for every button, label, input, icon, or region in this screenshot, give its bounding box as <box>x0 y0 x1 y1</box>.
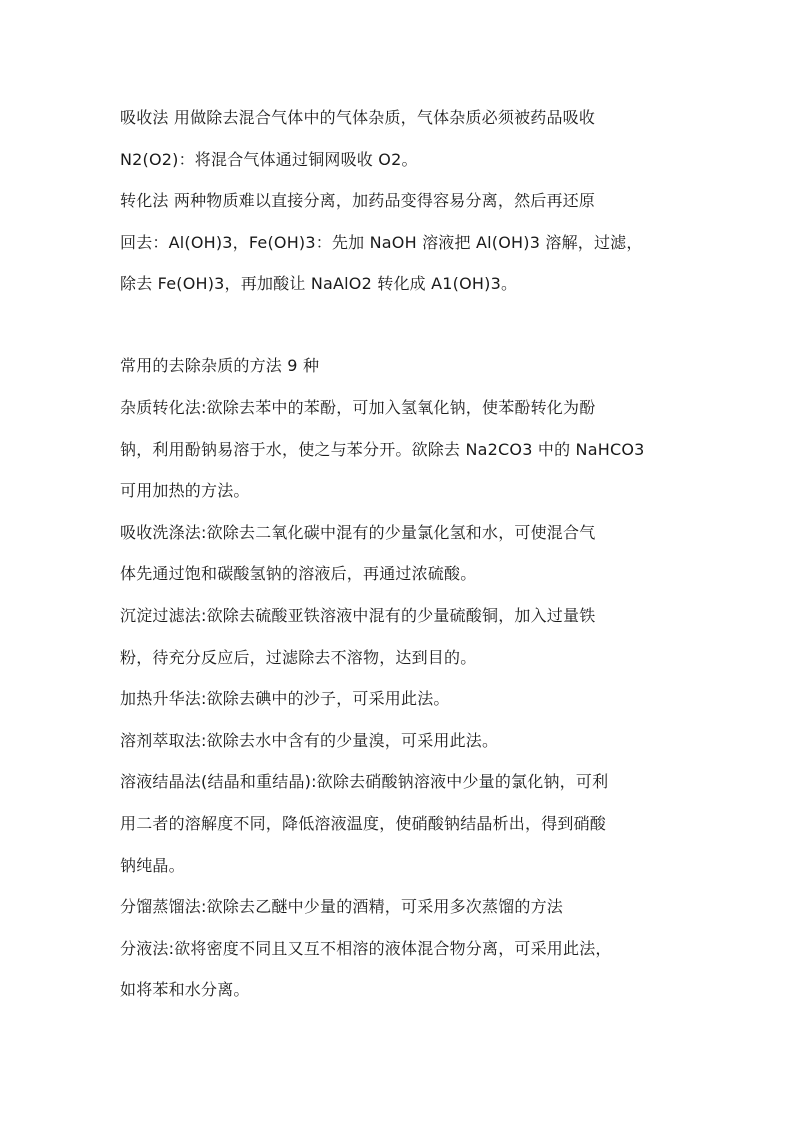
text-line: 杂质转化法:欲除去苯中的苯酚，可加入氢氧化钠，使苯酚转化为酚 <box>120 398 596 417</box>
text-line: 体先通过饱和碳酸氢钠的溶液后，再通过浓硫酸。 <box>120 564 477 583</box>
text-line: 除去 Fe(OH)3，再加酸让 NaAlO2 转化成 A1(OH)3。 <box>120 274 518 293</box>
text-line: 溶液结晶法(结晶和重结晶):欲除去硝酸钠溶液中少量的氯化钠，可利 <box>120 772 609 791</box>
text-line: 分馏蒸馏法:欲除去乙醚中少量的酒精，可采用多次蒸馏的方法 <box>120 897 563 916</box>
text-line: 分液法:欲将密度不同且又互不相溶的液体混合物分离，可采用此法， <box>120 939 612 958</box>
text-line: 钠，利用酚钠易溶于水，使之与苯分开。欲除去 Na2CO3 中的 NaHCO3 <box>120 440 645 459</box>
text-line: 钠纯晶。 <box>120 856 185 875</box>
text-line: 加热升华法:欲除去碘中的沙子，可采用此法。 <box>120 689 450 708</box>
section-heading: 常用的去除杂质的方法 9 种 <box>120 356 320 375</box>
text-line: 用二者的溶解度不同，降低溶液温度，使硝酸钠结晶析出，得到硝酸 <box>120 814 607 833</box>
text-line: 回去：Al(OH)3，Fe(OH)3：先加 NaOH 溶液把 Al(OH)3 溶解，过滤， <box>120 233 643 252</box>
text-line: 可用加热的方法。 <box>120 481 250 500</box>
text-line: 沉淀过滤法:欲除去硫酸亚铁溶液中混有的少量硫酸铜，加入过量铁 <box>120 606 596 625</box>
text-line: 溶剂萃取法:欲除去水中含有的少量溴，可采用此法。 <box>120 731 499 750</box>
text-line: N2(O2)：将混合气体通过铜网吸收 O2。 <box>120 150 418 169</box>
text-line: 转化法 两种物质难以直接分离，加药品变得容易分离，然后再还原 <box>120 191 596 210</box>
text-line: 吸收洗涤法:欲除去二氧化碳中混有的少量氯化氢和水，可使混合气 <box>120 523 596 542</box>
text-line: 吸收法 用做除去混合气体中的气体杂质，气体杂质必须被药品吸收 <box>120 108 596 127</box>
text-line: 粉，待充分反应后，过滤除去不溶物，达到目的。 <box>120 648 477 667</box>
text-line: 如将苯和水分离。 <box>120 980 250 999</box>
